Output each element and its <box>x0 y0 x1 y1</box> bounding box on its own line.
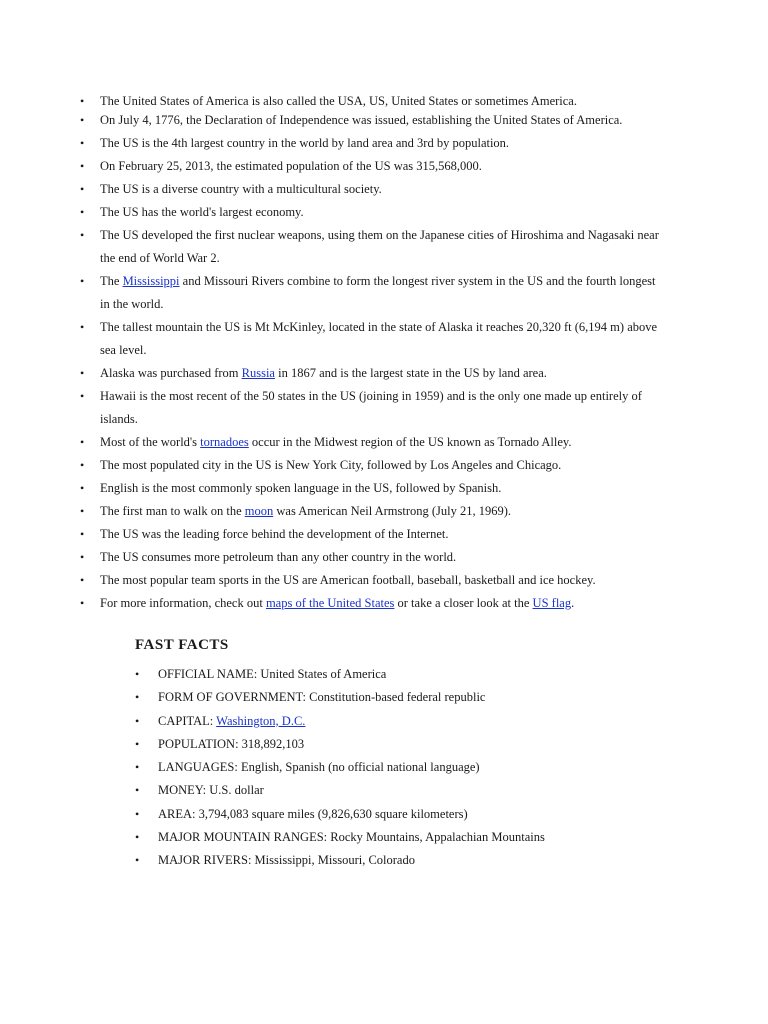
item-text: OFFICIAL NAME: United States of America <box>158 667 387 681</box>
bullet-icon: • <box>80 113 85 127</box>
fact-item <box>80 224 668 270</box>
item-text: The <box>100 274 123 288</box>
fast-fact-item <box>135 756 668 779</box>
fact-item <box>80 385 668 431</box>
item-text: or take a closer look at the <box>394 596 533 610</box>
bullet-icon: • <box>80 320 85 334</box>
fact-item <box>80 270 668 316</box>
inline-link[interactable]: Russia <box>241 366 275 380</box>
fast-facts-heading: FAST FACTS <box>135 637 229 653</box>
fact-item <box>80 546 668 569</box>
bullet-icon: • <box>80 205 85 219</box>
bullet-icon: • <box>135 830 140 845</box>
bullet-icon: • <box>80 94 85 108</box>
item-text: The US has the world's largest economy. <box>100 205 304 219</box>
fact-item <box>80 569 668 592</box>
bullet-icon: • <box>135 853 140 868</box>
item-text: . <box>571 596 575 610</box>
item-text: English is the most commonly spoken language in the US, followed by Spanish. <box>100 481 502 495</box>
item-text: On February 25, 2013, the estimated population of the US was 315,568,000. <box>100 159 482 173</box>
fast-fact-item <box>135 663 668 686</box>
item-text: Most of the world's <box>100 435 201 449</box>
item-text: The US is the 4th largest country in the world by land area and 3rd by population. <box>100 136 510 150</box>
bullet-icon: • <box>80 228 85 242</box>
inline-link[interactable]: moon <box>244 504 274 518</box>
item-text: MAJOR MOUNTAIN RANGES: Rocky Mountains, Appalachian Mountains <box>158 830 545 845</box>
item-text: Alaska was purchased from <box>100 366 242 380</box>
fact-item <box>80 362 668 385</box>
item-text: The tallest mountain the US is Mt McKinley, located in the state of Alaska it reaches 20,320 ft (6,194 m) above sea level. <box>100 320 658 357</box>
item-text: FORM OF GOVERNMENT: Constitution-based federal republic <box>158 690 486 705</box>
bullet-icon: • <box>135 783 140 798</box>
inline-link[interactable]: maps of the United States <box>265 596 395 610</box>
bullet-icon: • <box>135 690 140 705</box>
bullet-icon: • <box>80 458 85 472</box>
inline-link[interactable]: Mississippi <box>122 274 180 288</box>
bullet-icon: • <box>80 435 85 449</box>
bullet-icon: • <box>135 713 140 728</box>
inline-link[interactable]: tornadoes <box>200 435 249 449</box>
fact-item <box>80 109 668 132</box>
item-text: Hawaii is the most recent of the 50 states in the US (joining in 1959) and is the only one made up entirely of islands. <box>100 389 642 426</box>
fact-item <box>80 523 668 546</box>
fact-item <box>80 500 668 523</box>
fact-item <box>80 316 668 362</box>
bullet-icon: • <box>80 274 85 288</box>
bullet-icon: • <box>135 667 140 681</box>
item-text: LANGUAGES: English, Spanish (no official national language) <box>158 760 480 775</box>
bullet-icon: • <box>135 760 140 775</box>
item-text: AREA: 3,794,083 square miles (9,826,630 square kilometers) <box>158 806 468 821</box>
item-text: The US is a diverse country with a multicultural society. <box>100 182 382 196</box>
fast-fact-item <box>135 849 668 872</box>
bullet-icon: • <box>80 159 85 173</box>
bullet-icon: • <box>80 182 85 196</box>
fast-fact-item <box>135 803 668 826</box>
fast-fact-item <box>135 686 668 709</box>
bullet-icon: • <box>80 527 85 541</box>
fact-item <box>80 178 668 201</box>
item-text: POPULATION: 318,892,103 <box>158 736 305 751</box>
inline-link[interactable]: Washington, D.C. <box>216 713 306 728</box>
fast-fact-item <box>135 733 668 756</box>
fact-item <box>80 93 668 109</box>
bullet-icon: • <box>80 550 85 564</box>
bullet-icon: • <box>80 481 85 495</box>
fact-item <box>80 454 668 477</box>
bullet-icon: • <box>80 389 85 403</box>
fast-fact-item <box>135 826 668 849</box>
bullet-icon: • <box>135 806 140 821</box>
bullet-icon: • <box>80 136 85 150</box>
item-text: The US was the leading force behind the development of the Internet. <box>100 527 449 541</box>
item-text: CAPITAL: <box>158 713 217 728</box>
item-text: MAJOR RIVERS: Mississippi, Missouri, Colorado <box>158 853 415 868</box>
item-text: The most populated city in the US is New York City, followed by Los Angeles and Chicago. <box>100 458 562 472</box>
item-text: The US developed the first nuclear weapons, using them on the Japanese cities of Hiroshima and Nagasaki near the end of World War 2. <box>100 228 659 265</box>
item-text: and Missouri Rivers combine to form the longest river system in the US and the fourth longest in the world. <box>100 274 656 311</box>
fast-facts-list <box>135 663 668 873</box>
item-text: The most popular team sports in the US are American football, baseball, basketball and ice hockey. <box>100 573 596 587</box>
fast-fact-item <box>135 710 668 733</box>
fact-item <box>80 155 668 178</box>
item-text: The United States of America is also called the USA, US, United States or sometimes America. <box>100 94 577 108</box>
facts-list <box>80 93 668 615</box>
fact-item <box>80 592 668 615</box>
item-text: On July 4, 1776, the Declaration of Independence was issued, establishing the United States of America. <box>100 113 623 127</box>
bullet-icon: • <box>135 736 140 751</box>
item-text: For more information, check out <box>100 596 266 610</box>
fast-fact-item <box>135 779 668 802</box>
item-text: occur in the Midwest region of the US known as Tornado Alley. <box>248 435 572 449</box>
bullet-icon: • <box>80 366 85 380</box>
bullet-icon: • <box>80 596 85 610</box>
item-text: MONEY: U.S. dollar <box>158 783 264 798</box>
fact-item <box>80 132 668 155</box>
fact-item <box>80 477 668 500</box>
item-text: The first man to walk on the <box>100 504 245 518</box>
inline-link[interactable]: US flag <box>532 596 572 610</box>
fact-item <box>80 201 668 224</box>
fact-item <box>80 431 668 454</box>
item-text: The US consumes more petroleum than any other country in the world. <box>100 550 457 564</box>
bullet-icon: • <box>80 504 85 518</box>
item-text: in 1867 and is the largest state in the US by land area. <box>274 366 547 380</box>
bullet-icon: • <box>80 573 85 587</box>
item-text: was American Neil Armstrong (July 21, 1969). <box>273 504 512 518</box>
